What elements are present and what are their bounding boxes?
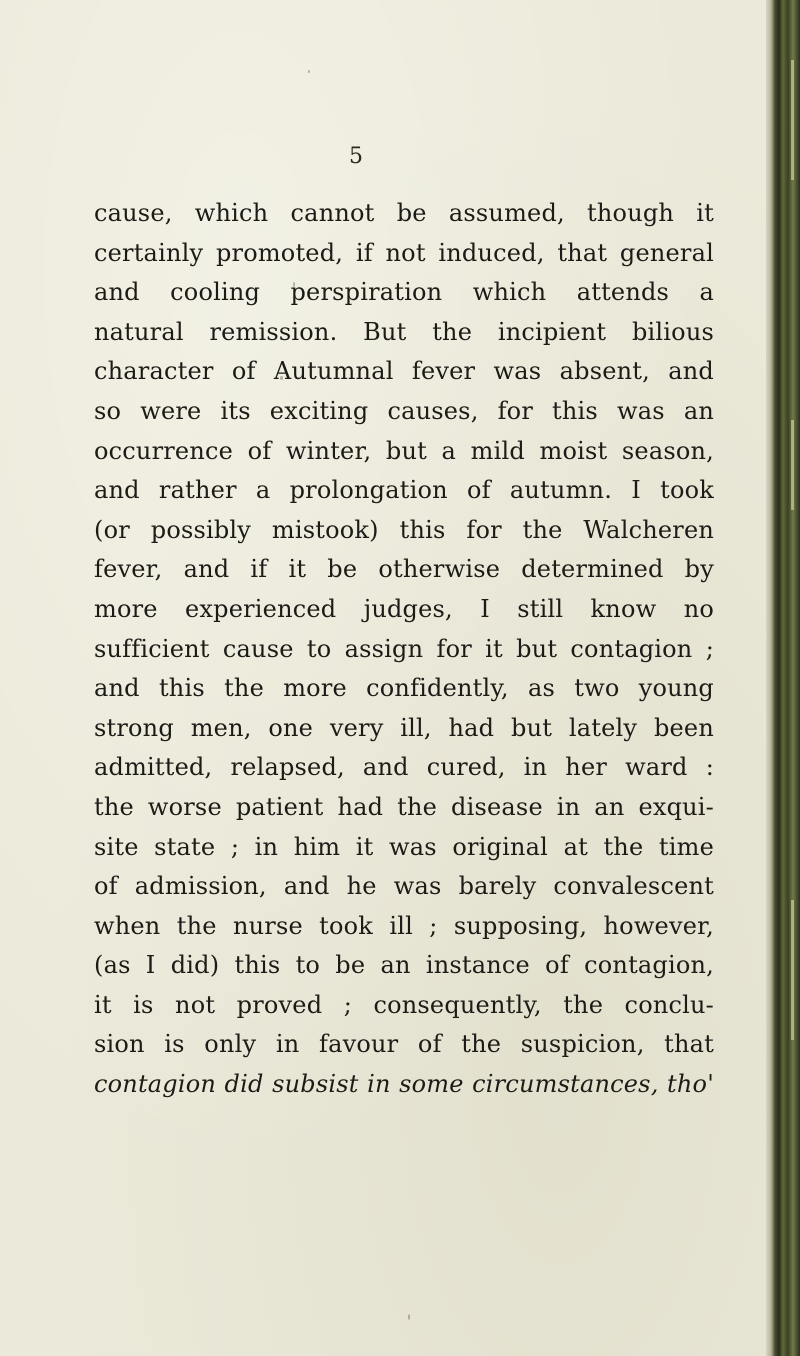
text-line: natural remission. But the incipient bilious [94,317,714,346]
text-line: and this the more confidently, as two young [94,674,714,703]
paper-speck [280,376,283,380]
text-line: of admission, and he was barely convalescent [94,872,714,901]
text-line: so were its exciting causes, for this was an [94,396,714,425]
text-line: contagion did subsist in some circumstances, tho' [94,1070,714,1099]
text-line: strong men, one very ill, had but lately been [94,713,714,742]
text-line: and rather a prolongation of autumn. I took [94,476,714,505]
text-line: more experienced judges, I still know no [94,594,714,623]
text-line: the worse patient had the disease in an exqui- [94,792,714,821]
text-line: cause, which cannot be assumed, though it [94,199,714,227]
binding-highlight [791,900,794,1040]
text-line: sion is only in favour of the suspicion, that [94,1030,714,1059]
paper-speck [308,70,310,73]
text-line: sufficient cause to assign for it but contagion ; [94,634,714,663]
text-line: admitted, relapsed, and cured, in her ward : [94,753,714,782]
book-binding-edge [766,0,800,1356]
binding-highlight [791,420,794,510]
text-line: when the nurse took ill ; supposing, however, [94,911,714,940]
text-line: fever, and if it be otherwise determined by [94,555,714,584]
page-number: 5 [349,144,363,169]
text-line: certainly promoted, if not induced, that general [94,238,714,267]
binding-highlight [791,60,794,180]
paper-speck [408,1314,410,1320]
text-line: it is not proved ; consequently, the conclu- [94,990,714,1019]
text-line: (as I did) this to be an instance of contagion, [94,951,714,980]
text-line: site state ; in him it was original at the time [94,832,714,861]
body-text [94,194,714,1105]
text-line: and cooling perspiration which attends a [94,278,714,307]
text-line: (or possibly mistook) this for the Walcheren [94,515,714,544]
text-line: character of Autumnal fever was absent, and [94,357,714,386]
paper-speck [293,282,295,287]
text-line: occurrence of winter, but a mild moist season, [94,436,714,465]
